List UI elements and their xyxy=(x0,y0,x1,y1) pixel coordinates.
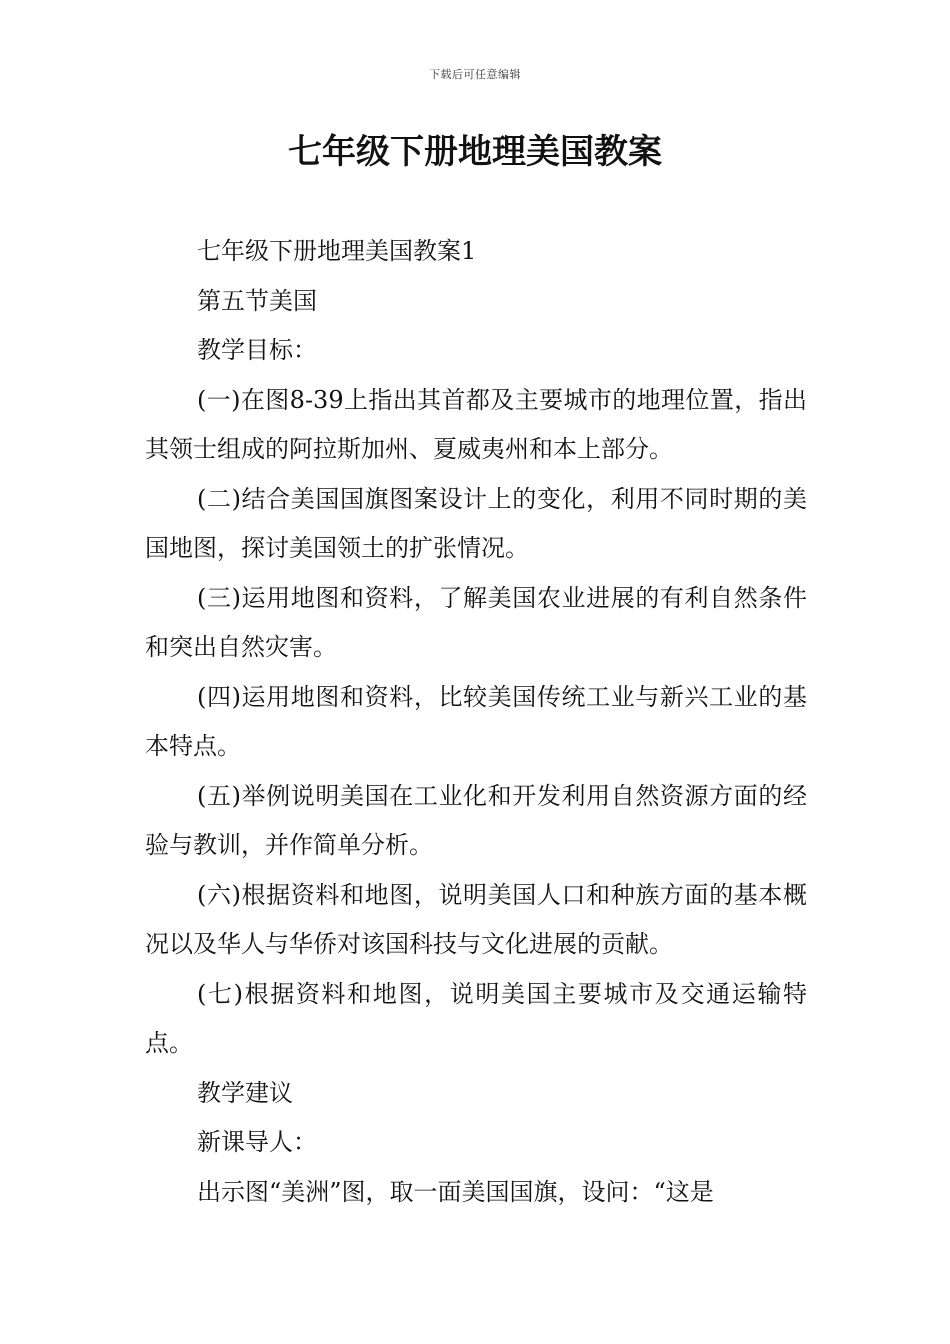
paragraph-subtitle: 七年级下册地理美国教案1 xyxy=(197,237,477,265)
paragraph-objectives-heading: 教学目标： xyxy=(197,336,317,364)
paragraph-section-heading: 第五节美国 xyxy=(197,286,317,315)
paragraph-intro-heading: 新课导人： xyxy=(197,1128,317,1156)
paragraph-suggestions-heading: 教学建议 xyxy=(197,1078,293,1107)
paragraph-objective-3: (三)运用地图和资料，了解美国农业进展的有利自然条件和突出自然灾害。 xyxy=(145,583,807,661)
paragraph-objective-1: (一)在图8-39上指出其首都及主要城市的地理位置，指出其领士组成的阿拉斯加州、夏威夷州和本上部分。 xyxy=(145,385,807,463)
paragraph-intro-text: 出示图“美洲”图，取一面美国国旗，设问：“这是 xyxy=(197,1177,714,1206)
paragraph-objective-6: (六)根据资料和地图，说明美国人口和种族方面的基本概况以及华人与华侨对该国科技与文化进展的贡献。 xyxy=(145,880,807,958)
document-title: 七年级下册地理美国教案 xyxy=(288,132,662,172)
document-body xyxy=(145,227,807,1217)
header-note: 下载后可任意编辑 xyxy=(429,68,521,81)
paragraph-objective-4: (四)运用地图和资料，比较美国传统工业与新兴工业的基本特点。 xyxy=(145,682,807,760)
paragraph-objective-7: (七)根据资料和地图，说明美国主要城市及交通运输特点。 xyxy=(145,979,807,1057)
paragraph-objective-2: (二)结合美国国旗图案设计上的变化，利用不同时期的美国地图，探讨美国领土的扩张情况。 xyxy=(145,484,807,562)
paragraph-objective-5: (五)举例说明美国在工业化和开发利用自然资源方面的经验与教训，并作简单分析。 xyxy=(145,781,807,859)
